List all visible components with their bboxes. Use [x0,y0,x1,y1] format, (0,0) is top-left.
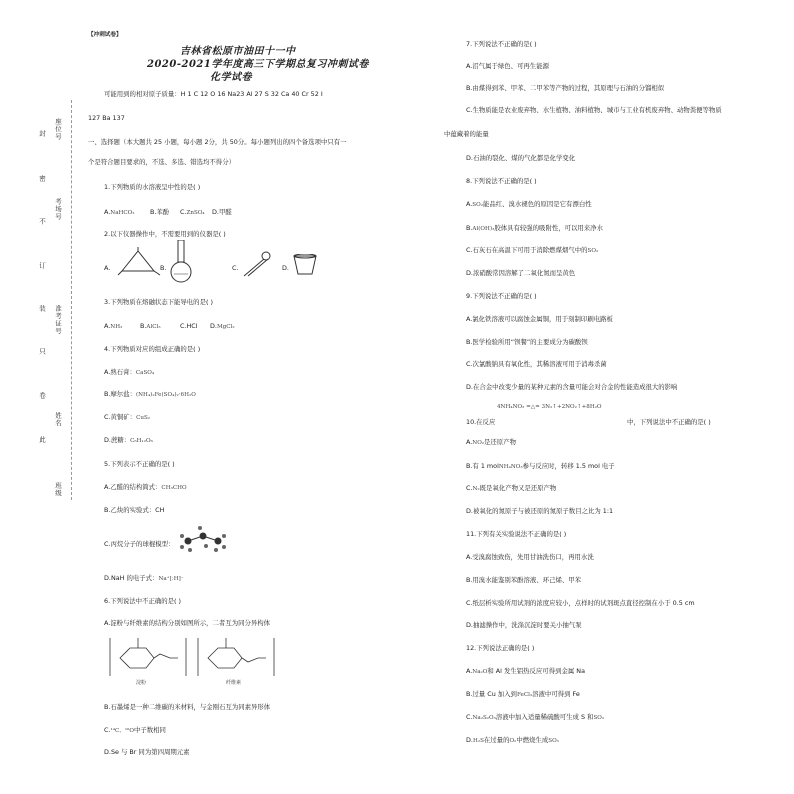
seal-char: 订 [38,262,46,270]
seal-char: 封 [38,130,46,138]
cellulose-label: 纤维素 [226,680,242,686]
subject-title: 化学试卷 [210,72,252,83]
q4-option-b: B.摩尔盐：(NH₄)₂Fe(SO₄)₂·6H₂O [104,390,196,398]
q3-option-c: C.HCl [180,322,198,330]
q12-option-b: B.过量 Cu 加入到FeCl₃溶液中可得到 Fe [466,690,580,698]
propane-ball-stick-model [178,526,228,556]
seal-line [71,100,72,500]
q5-option-c: C.丙烷分子的球棍模型： [104,540,175,548]
q10-option-c: C.N₂既是氧化产物又是还原产物 [466,484,557,492]
q12-option-a: A.Na₂O和 Al 发生铝热反应可得到金属 Na [466,667,585,675]
q1-option-d: D.甲醛 [212,208,232,216]
q12-option-d: D.H₂S在过量的O₂中燃烧生成SO₃ [466,736,559,744]
question-7: 7.下列说法不正确的是( ) [466,40,537,48]
q1-option-a: A.NaHCO₃ [104,208,135,216]
admission-number-label: 准考证号 [54,305,62,335]
question-8: 8.下列说法不正确的是( ) [466,177,537,185]
q10-equation: 4NH₄NO₃ =△= 3N₂↑+2NO₂↑+8H₂O [497,404,602,410]
q1-option-c: C.ZnSO₄ [180,208,205,216]
q11-option-b: B.用溴水能鉴别苯酚溶液、环己烯、甲苯 [466,576,582,584]
class-label: 班级 [54,482,62,497]
exam-tag: 【冲刺试卷】 [88,32,122,38]
q2-option-a: A. [104,264,111,272]
q8-option-d: D.浓硝酸常因溶解了二氧化氮而呈黄色 [466,269,576,277]
q10-option-a: A.NO₂是还原产物 [466,438,516,446]
question-4: 4.下列物质对应的组成正确的是( ) [104,345,201,353]
question-6: 6.下列说法中不正确的是( ) [104,597,182,605]
q7-option-a: A.沼气属于绿色、可再生能源 [466,62,549,70]
seal-char: 卷 [38,392,46,400]
q4-option-c: C.黄铜矿：CuS₂ [104,413,151,421]
q5-option-b: B.乙炔的实验式：CH [104,506,165,514]
question-1: 1.下列物质的水溶液呈中性的是( ) [104,183,201,191]
q3-option-d: D.MgCl₂ [210,322,235,330]
school-title: 吉林省松原市油田十一中 [180,46,296,57]
starch-label: 淀粉 [136,680,147,686]
atomic-masses-cont: 127 Ba 137 [88,114,125,122]
question-3: 3.下列物质在熔融状态下能导电的是( ) [104,298,213,306]
q3-option-b: B.AlCl₃ [140,322,161,330]
seal-char: 此 [38,436,46,444]
seal-char: 不 [38,218,46,226]
q10-option-d: D.被氧化的氮原子与被还原的氮原子数目之比为 1:1 [466,507,614,515]
q5-option-d: D.NaH 的电子式：Na⁺[:H]⁻ [104,574,184,582]
volumetric-flask-icon [168,240,194,284]
tripod-triangle-icon [116,247,162,277]
q2-option-b: B. [160,264,167,272]
q7-option-c-cont: 中蕴藏着的能量 [444,130,489,138]
q2-option-c: C. [232,264,239,272]
seat-number-label: 座位号 [54,118,62,141]
q11-option-a: A.受溴腐蚀致伤，先用甘油洗伤口，再用水洗 [466,553,594,561]
q10-option-b: B.有 1 molNH₄NO₃参与反应时，转移 1.5 mol 电子 [466,462,615,470]
q11-option-c: C.纸层析实验所用试剂的浓度应较小，点样时的试剂斑点直径控制在小于 0.5 cm [466,599,695,607]
q5-option-a: A.乙醛的结构简式：CH₃CHO [104,483,187,491]
question-10-cont: 中，下列说法中不正确的是( ) [627,418,711,426]
q3-option-a: A.NH₃ [104,322,123,330]
q9-option-b: B.医学检验所用“钡餐”的主要成分为碳酸钡 [466,338,588,346]
q7-option-c: C.生物质能是农业废弃物、水生植物、油料植物、城市与工业有机废弃物、动物粪便等物质 [466,106,722,114]
q4-option-d: D.蔗糖：C₆H₁₂O₆ [104,436,153,444]
q7-option-d: D.石油的裂化、煤的气化都是化学变化 [466,154,576,162]
q12-option-c: C.Na₂S₂O₃溶液中加入适量稀硫酸可生成 S 和SO₂ [466,713,605,721]
q2-option-d: D. [282,264,289,272]
q9-option-d: D.在合金中改变少量的某种元素的含量可能会对合金的性能造成很大的影响 [466,383,678,391]
q8-option-b: B.Al(OH)₃胶体具有较强的吸附性，可以用来净水 [466,224,603,232]
exam-room-label: 考场号 [54,198,62,221]
section-instructions-cont: 个是符合题目要求的，不选、多选、错选均不得分） [88,158,235,166]
q4-option-a: A.熟石膏：CaSO₄ [104,368,155,376]
q8-option-c: C.石灰石在高温下可用于消除燃煤烟气中的SO₂ [466,246,599,254]
q1-option-b: B.苯酚 [150,208,170,216]
seal-char: 只 [38,348,46,356]
q9-option-c: C.次氯酸钠具有氧化性，其稀溶液可用于消毒杀菌 [466,360,607,368]
exam-title: 2020-2021学年度高三下学期总复习冲刺试卷 [147,59,369,70]
seal-char: 装 [38,305,46,313]
question-11: 11.下列有关实验说法不正确的是( ) [466,530,567,538]
question-9: 9.下列说法不正确的是( ) [466,292,537,300]
question-12: 12.下列说法正确的是( ) [466,644,535,652]
question-2: 2.以下仪器操作中，不需要用到的仪器是( ) [104,230,226,238]
q6-option-b: B.石墨烯是一种二维碳的米材料，与金刚石互为同素异形体 [104,703,271,711]
crucible-tongs-icon [240,250,274,278]
q8-option-a: A.SO₂能品红、溴水褪色的原因是它有漂白性 [466,200,592,208]
q6-option-d: D.Se 与 Br 同为第四周期元素 [104,748,190,756]
q7-option-b: B.由煤得到苯、甲苯、二甲苯等产物的过程，其原理与石油的分馏相似 [466,84,665,92]
question-5: 5.下列表示不正确的是( ) [104,460,175,468]
name-label: 姓名 [54,412,62,427]
atomic-masses: 可能用到的相对原子质量：H 1 C 12 O 16 Na23 Al 27 S 32 Ca 40 Cr 52 I [104,90,323,98]
q6-option-a: A.淀粉与纤维素的结构分别如图所示，二者互为同分异构体 [104,619,271,627]
q11-option-d: D.抽滤操作中，洗涤沉淀时要关小抽气泵 [466,621,582,629]
section-instructions: 一、选择题（本大题共 25 小题，每小题 2分，共 50分。每小题列出的四个备选项中只有一 [88,138,347,146]
crucible-icon [292,254,318,276]
starch-cellulose-structures [108,632,278,688]
q9-option-a: A.氯化铁溶液可以腐蚀金属铜，用于刻制印刷电路板 [466,315,613,323]
q6-option-c: C.¹⁴C、¹⁶O中子数相同 [104,726,166,734]
question-10: 10.在反应 [466,418,496,426]
seal-char: 密 [38,175,46,183]
